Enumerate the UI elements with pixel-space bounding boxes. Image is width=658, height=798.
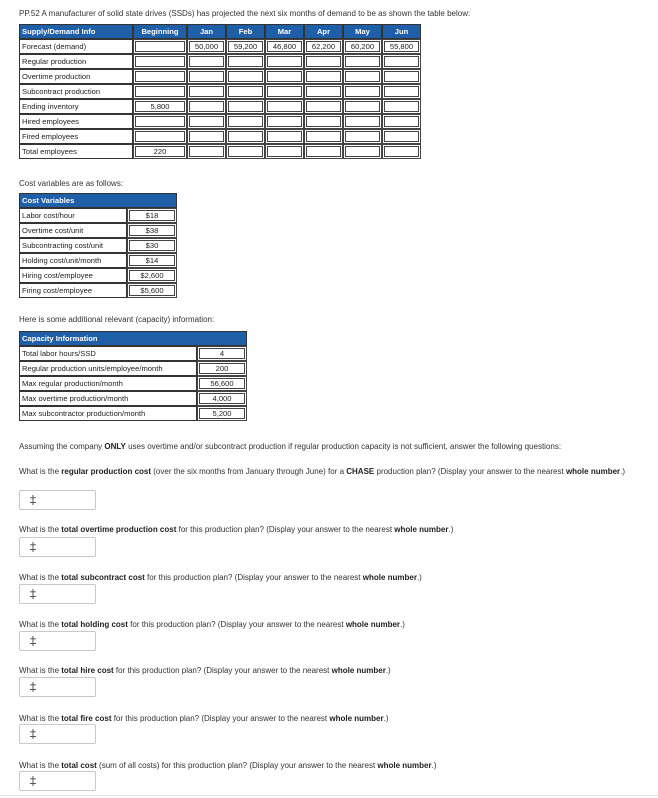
supply-cell[interactable] bbox=[187, 99, 226, 114]
cost-value: $38 bbox=[127, 223, 177, 238]
plus-minus-icon bbox=[27, 494, 39, 506]
supply-cell[interactable] bbox=[133, 39, 187, 54]
supply-demand-table bbox=[19, 24, 421, 159]
supply-cell[interactable] bbox=[226, 99, 265, 114]
supply-cell[interactable] bbox=[265, 69, 304, 84]
supply-row bbox=[19, 69, 421, 84]
question-text: What is the total fire cost for this production plan? (Display your answer to the nearest whole number.) bbox=[19, 714, 389, 723]
capacity-row bbox=[19, 391, 247, 406]
supply-cell[interactable] bbox=[265, 129, 304, 144]
supply-cell[interactable] bbox=[382, 99, 421, 114]
answer-input[interactable] bbox=[19, 724, 96, 744]
supply-cell[interactable] bbox=[187, 54, 226, 69]
cost-label: Holding cost/unit/month bbox=[19, 253, 127, 268]
supply-col-header: Feb bbox=[226, 24, 265, 39]
cost-table-header: Cost Variables bbox=[19, 193, 177, 208]
supply-cell[interactable] bbox=[226, 54, 265, 69]
supply-cell: 60,200 bbox=[343, 39, 382, 54]
cost-value: $5,600 bbox=[127, 283, 177, 298]
supply-col-header: Beginning bbox=[133, 24, 187, 39]
cost-value: $2,600 bbox=[127, 268, 177, 283]
assumption-text: Assuming the company ONLY uses overtime and/or subcontract production if regular production capacity is not sufficient, answer the following questions: bbox=[19, 442, 562, 451]
question-text: What is the total cost (sum of all costs) for this production plan? (Display your answer to the nearest whole number.) bbox=[19, 761, 437, 770]
answer-input[interactable] bbox=[19, 677, 96, 697]
plus-minus-icon bbox=[27, 681, 39, 693]
cost-label: Hiring cost/employee bbox=[19, 268, 127, 283]
capacity-row bbox=[19, 361, 247, 376]
supply-cell[interactable] bbox=[343, 114, 382, 129]
supply-cell: 59,200 bbox=[226, 39, 265, 54]
supply-row-label: Fired employees bbox=[19, 129, 133, 144]
question-text: What is the regular production cost (over the six months from January through June) for a CHASE production plan? (Display your answer to the nearest whole number.) bbox=[19, 467, 626, 476]
plus-minus-icon bbox=[27, 541, 39, 553]
supply-cell[interactable] bbox=[304, 54, 343, 69]
supply-cell[interactable] bbox=[304, 114, 343, 129]
cost-variables-table bbox=[19, 193, 177, 298]
supply-cell[interactable] bbox=[265, 54, 304, 69]
supply-row bbox=[19, 99, 421, 114]
capacity-value: 5,200 bbox=[197, 406, 247, 421]
supply-cell[interactable] bbox=[343, 129, 382, 144]
supply-row bbox=[19, 114, 421, 129]
supply-row-label: Ending inventory bbox=[19, 99, 133, 114]
supply-cell[interactable] bbox=[187, 144, 226, 159]
supply-col-header: May bbox=[343, 24, 382, 39]
cost-row bbox=[19, 208, 177, 223]
supply-row-label: Subcontract production bbox=[19, 84, 133, 99]
capacity-value: 200 bbox=[197, 361, 247, 376]
supply-cell[interactable] bbox=[304, 69, 343, 84]
capacity-intro: Here is some additional relevant (capacity) information: bbox=[19, 315, 215, 324]
supply-cell: 46,800 bbox=[265, 39, 304, 54]
supply-cell[interactable] bbox=[133, 54, 187, 69]
capacity-label: Max overtime production/month bbox=[19, 391, 197, 406]
supply-cell[interactable] bbox=[382, 144, 421, 159]
supply-cell[interactable] bbox=[187, 114, 226, 129]
supply-cell[interactable] bbox=[265, 144, 304, 159]
cost-value: $30 bbox=[127, 238, 177, 253]
capacity-value: 56,600 bbox=[197, 376, 247, 391]
supply-cell[interactable] bbox=[133, 114, 187, 129]
supply-row-label: Overtime production bbox=[19, 69, 133, 84]
plus-minus-icon bbox=[27, 635, 39, 647]
cost-row bbox=[19, 283, 177, 298]
capacity-label: Total labor hours/SSD bbox=[19, 346, 197, 361]
capacity-value: 4,000 bbox=[197, 391, 247, 406]
supply-cell[interactable] bbox=[187, 69, 226, 84]
capacity-value: 4 bbox=[197, 346, 247, 361]
supply-cell[interactable] bbox=[382, 114, 421, 129]
cost-row bbox=[19, 223, 177, 238]
cost-intro: Cost variables are as follows: bbox=[19, 179, 124, 188]
supply-cell[interactable] bbox=[343, 144, 382, 159]
supply-row bbox=[19, 54, 421, 69]
supply-cell[interactable] bbox=[382, 69, 421, 84]
answer-input[interactable] bbox=[19, 584, 96, 604]
cost-label: Overtime cost/unit bbox=[19, 223, 127, 238]
supply-row bbox=[19, 144, 421, 159]
capacity-table bbox=[19, 331, 247, 421]
supply-col-header: Mar bbox=[265, 24, 304, 39]
supply-row bbox=[19, 129, 421, 144]
question-text: What is the total overtime production cost for this production plan? (Display your answer to the nearest whole number.) bbox=[19, 525, 454, 534]
supply-cell: 62,200 bbox=[304, 39, 343, 54]
capacity-row bbox=[19, 346, 247, 361]
question-text: What is the total subcontract cost for this production plan? (Display your answer to the nearest whole number.) bbox=[19, 573, 422, 582]
supply-cell: 5,800 bbox=[133, 99, 187, 114]
plus-minus-icon bbox=[27, 775, 39, 787]
supply-col-header: Supply/Demand Info bbox=[19, 24, 133, 39]
supply-row-label: Regular production bbox=[19, 54, 133, 69]
supply-cell[interactable] bbox=[304, 84, 343, 99]
capacity-row bbox=[19, 376, 247, 391]
supply-cell[interactable] bbox=[382, 84, 421, 99]
supply-col-header: Jun bbox=[382, 24, 421, 39]
capacity-label: Max regular production/month bbox=[19, 376, 197, 391]
supply-cell[interactable] bbox=[265, 114, 304, 129]
cost-label: Labor cost/hour bbox=[19, 208, 127, 223]
cost-row bbox=[19, 253, 177, 268]
answer-input[interactable] bbox=[19, 490, 96, 510]
supply-col-header: Jan bbox=[187, 24, 226, 39]
supply-row-label: Hired employees bbox=[19, 114, 133, 129]
cost-value: $14 bbox=[127, 253, 177, 268]
answer-input[interactable] bbox=[19, 537, 96, 557]
cost-label: Firing cost/employee bbox=[19, 283, 127, 298]
supply-cell: 50,000 bbox=[187, 39, 226, 54]
answer-input[interactable] bbox=[19, 631, 96, 651]
capacity-label: Regular production units/employee/month bbox=[19, 361, 197, 376]
cost-row bbox=[19, 268, 177, 283]
supply-cell[interactable] bbox=[343, 84, 382, 99]
question-text: What is the total holding cost for this production plan? (Display your answer to the nearest whole number.) bbox=[19, 620, 405, 629]
supply-cell[interactable] bbox=[304, 129, 343, 144]
supply-cell[interactable] bbox=[343, 99, 382, 114]
capacity-row bbox=[19, 406, 247, 421]
supply-cell[interactable] bbox=[226, 114, 265, 129]
supply-cell[interactable] bbox=[265, 84, 304, 99]
supply-cell[interactable] bbox=[343, 54, 382, 69]
supply-cell[interactable] bbox=[133, 129, 187, 144]
bottom-divider bbox=[0, 795, 658, 796]
supply-cell[interactable] bbox=[133, 69, 187, 84]
supply-cell[interactable] bbox=[382, 54, 421, 69]
supply-cell[interactable] bbox=[382, 129, 421, 144]
plus-minus-icon bbox=[27, 588, 39, 600]
cost-value: $18 bbox=[127, 208, 177, 223]
supply-cell[interactable] bbox=[265, 99, 304, 114]
supply-cell: 55,800 bbox=[382, 39, 421, 54]
cost-label: Subcontracting cost/unit bbox=[19, 238, 127, 253]
supply-cell: 220 bbox=[133, 144, 187, 159]
supply-row-label: Total employees bbox=[19, 144, 133, 159]
cost-row bbox=[19, 238, 177, 253]
plus-minus-icon bbox=[27, 728, 39, 740]
supply-cell[interactable] bbox=[304, 99, 343, 114]
supply-cell[interactable] bbox=[304, 144, 343, 159]
supply-cell[interactable] bbox=[133, 84, 187, 99]
supply-row bbox=[19, 84, 421, 99]
supply-cell[interactable] bbox=[226, 69, 265, 84]
question-text: What is the total hire cost for this production plan? (Display your answer to the nearest whole number.) bbox=[19, 666, 391, 675]
supply-cell[interactable] bbox=[187, 84, 226, 99]
supply-row bbox=[19, 39, 421, 54]
supply-cell[interactable] bbox=[343, 69, 382, 84]
answer-input[interactable] bbox=[19, 771, 96, 791]
capacity-label: Max subcontractor production/month bbox=[19, 406, 197, 421]
supply-cell[interactable] bbox=[226, 84, 265, 99]
supply-cell[interactable] bbox=[226, 144, 265, 159]
supply-cell[interactable] bbox=[226, 129, 265, 144]
supply-row-label: Forecast (demand) bbox=[19, 39, 133, 54]
capacity-table-header: Capacity Information bbox=[19, 331, 247, 346]
intro-text: PP.52 A manufacturer of solid state drives (SSDs) has projected the next six months of demand to be as shown the table below: bbox=[19, 9, 471, 18]
supply-col-header: Apr bbox=[304, 24, 343, 39]
supply-cell[interactable] bbox=[187, 129, 226, 144]
